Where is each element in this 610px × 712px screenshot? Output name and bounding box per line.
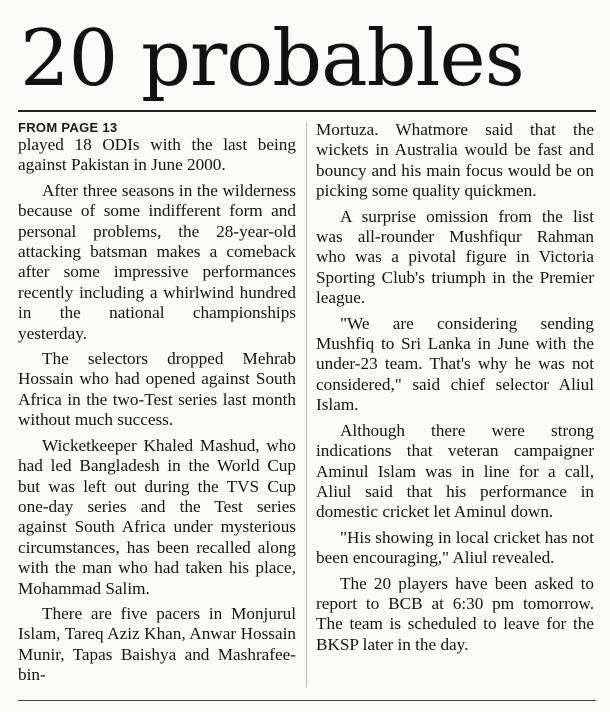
paragraph: Wicketkeeper Khaled Mashud, who had led Bangladesh in the World Cup but was left out during the TVS Cup one-day series and the Test series against South Africa under mysterious circumstances, has been recalled along with the man who had taken his place, Mohammad Salim.	[18, 435, 296, 598]
continuation-kicker: FROM PAGE 13	[18, 120, 118, 135]
bottom-rule	[18, 700, 596, 701]
paragraph: played 18 ODIs with the last being against Pakistan in June 2000.	[18, 135, 296, 175]
paragraph: Although there were strong indications that veteran campaigner Aminul Islam was in line for a call, Aliul said that his performance in domestic cricket let Aminul down.	[316, 420, 594, 522]
paragraph: After three seasons in the wilderness because of some indifferent form and personal problems, the 28-year-old attacking batsman makes a comeback after some impressive performances recently including a whirlwind hundred in the national championships yesterday.	[18, 180, 296, 343]
article-column-right	[316, 120, 594, 660]
paragraph: There are five pacers in Monjurul Islam, Tareq Aziz Khan, Anwar Hossain Munir, Tapas Baishya and Mashrafee-bin-	[18, 603, 296, 685]
headline: 20 probables	[20, 14, 524, 104]
paragraph: "His showing in local cricket has not been encouraging," Aliul revealed.	[316, 527, 594, 568]
paragraph: "We are considering sending Mushfiq to Sri Lanka in June with the under-23 team. That's why he was not considered," said chief selector Aliul Islam.	[316, 313, 594, 415]
paragraph: Mortuza. Whatmore said that the wickets in Australia would be fast and bouncy and his main focus would be on picking some quality quickmen.	[316, 120, 594, 201]
paragraph: The selectors dropped Mehrab Hossain who had opened against South Africa in the two-Test series last month without much success.	[18, 349, 296, 430]
paragraph: A surprise omission from the list was all-rounder Mushfiqur Rahman who was a pivotal figure in Victoria Sporting Club's triumph in the Premier league.	[316, 206, 594, 308]
article-column-left	[18, 120, 296, 691]
paragraph: The 20 players have been asked to report to BCB at 6:30 pm tomorrow. The team is scheduled to leave for the BKSP later in the day.	[316, 573, 594, 654]
headline-rule	[18, 110, 596, 112]
column-divider	[306, 122, 307, 687]
